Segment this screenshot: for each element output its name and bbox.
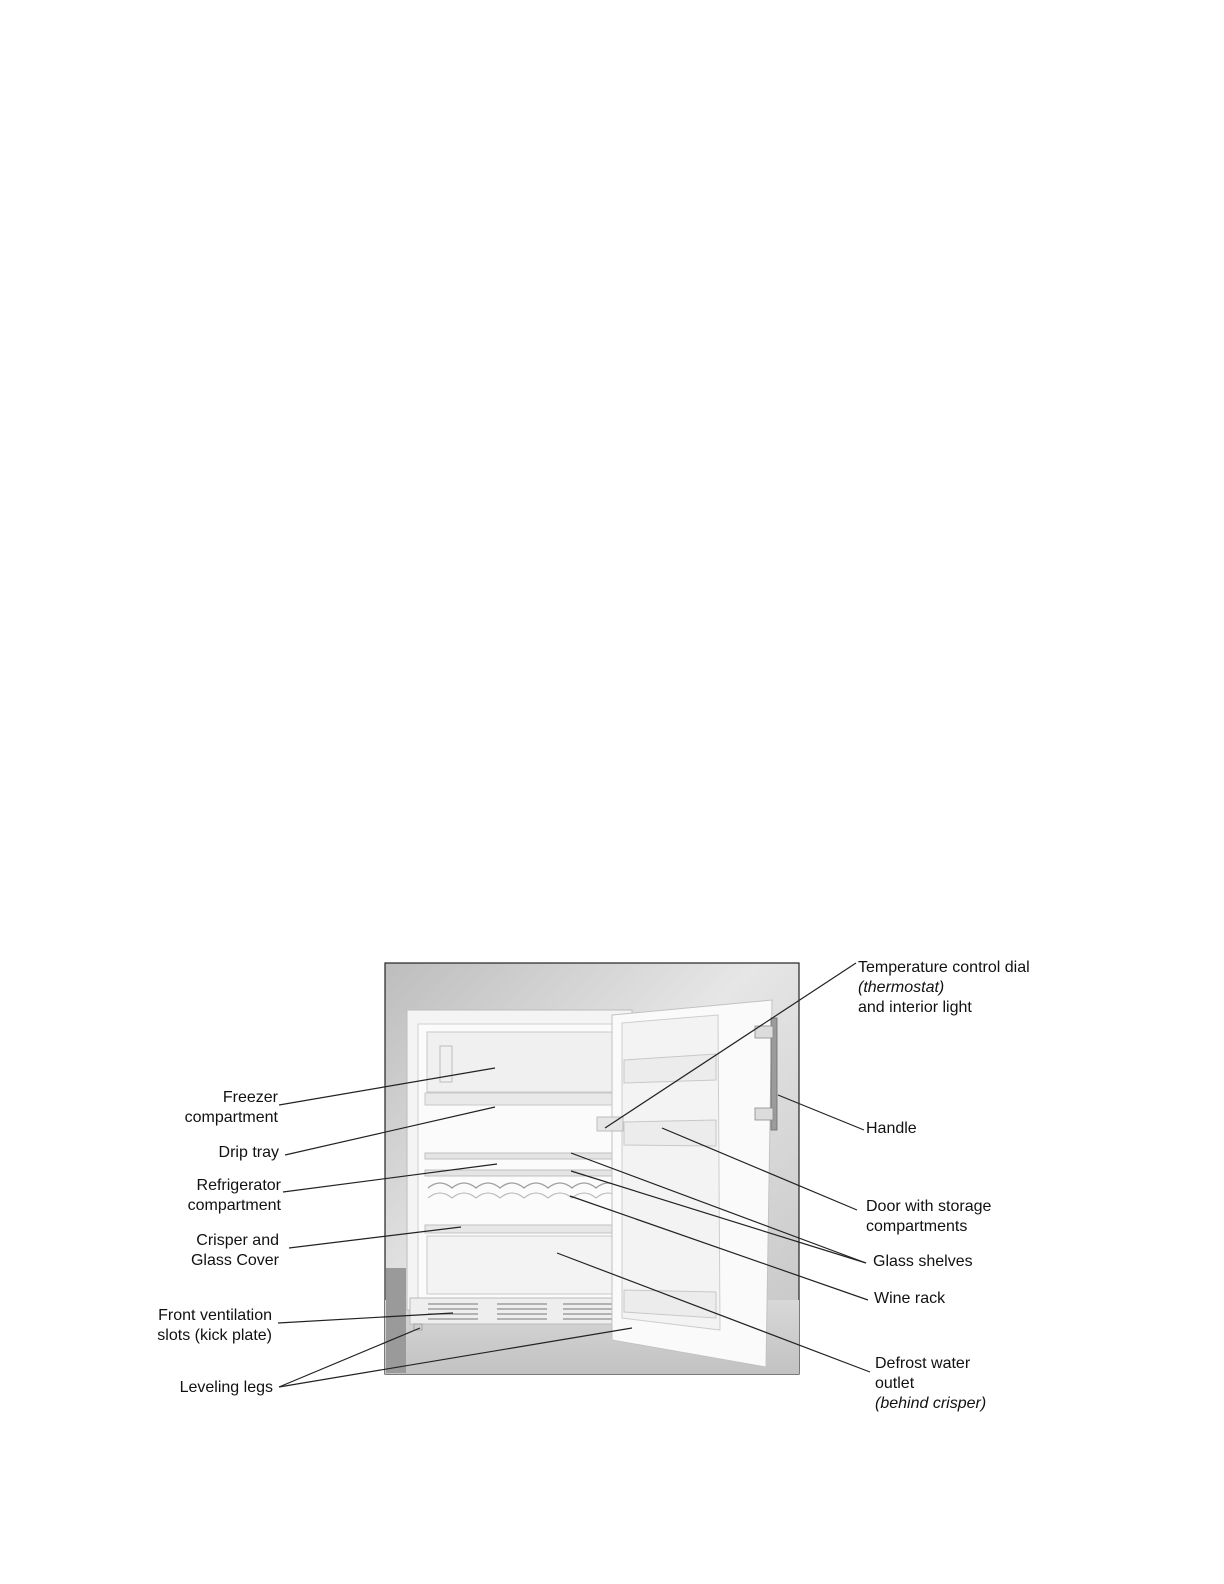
label-leveling-legs: Leveling legs: [179, 1379, 273, 1396]
label-temperature-control-dial: Temperature control dial (thermostat) and interior light: [858, 959, 1030, 1016]
label-handle: Handle: [866, 1120, 917, 1137]
label-refrigerator-compartment: Refrigerator compartment: [187, 1177, 281, 1214]
label-crisper-glass-cover: Crisper and Glass Cover: [190, 1232, 279, 1269]
label-front-ventilation-slots: Front ventilation slots (kick plate): [157, 1307, 272, 1344]
label-drip-tray: Drip tray: [218, 1144, 279, 1161]
label-freezer-compartment: Freezer compartment: [184, 1089, 278, 1126]
appliance-photo: [385, 963, 799, 1374]
label-door-storage-compartments: Door with storage compartments: [866, 1198, 992, 1235]
label-glass-shelves: Glass shelves: [873, 1253, 973, 1270]
label-defrost-water-outlet: Defrost water outlet (behind crisper): [875, 1355, 987, 1412]
label-wine-rack: Wine rack: [874, 1290, 946, 1307]
